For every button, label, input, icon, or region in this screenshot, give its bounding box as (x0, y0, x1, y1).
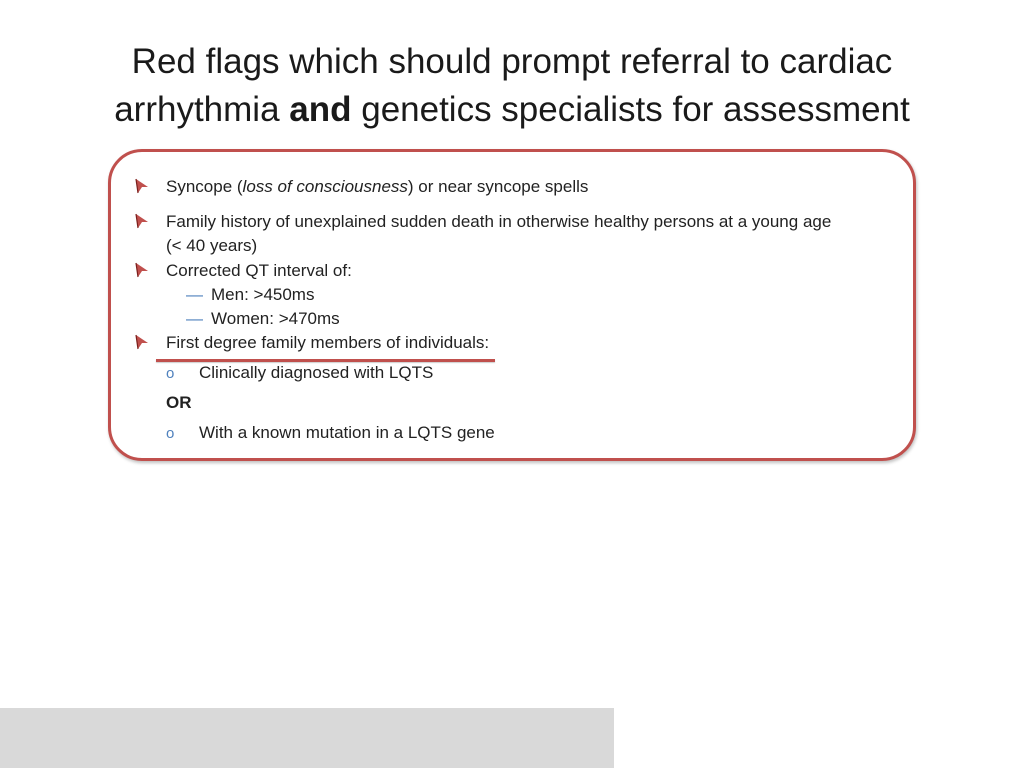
circle-bullet: o (166, 425, 175, 442)
red-flag-arrow-icon (135, 334, 149, 350)
mutation-text: With a known mutation in a LQTS gene (199, 423, 495, 442)
qt-men-text: Men: >450ms (211, 285, 315, 304)
red-flag-arrow-icon (135, 213, 149, 229)
red-flag-item-family-history-cont (166, 234, 257, 258)
dash-bullet: — (186, 309, 203, 328)
first-degree-subitem-mutation (166, 421, 495, 446)
red-flag-arrow-icon (135, 178, 149, 194)
syncope-italic: loss of consciousness (242, 177, 408, 196)
or-connector: OR (166, 393, 192, 412)
title-line-2-pre: arrhythmia (114, 90, 290, 129)
red-flag-item-family-history (166, 210, 831, 234)
red-flags-panel (108, 149, 916, 461)
diagnosed-text: Clinically diagnosed with LQTS (199, 363, 434, 382)
title-line-2-post: genetics specialists for assessment (351, 90, 910, 129)
family-history-line-2: (< 40 years) (166, 236, 258, 255)
red-flag-item-qt-interval: Corrected QT interval of: (166, 261, 352, 280)
syncope-post: ) or near syncope spells (407, 177, 589, 196)
dash-bullet: — (186, 285, 203, 304)
qt-subitem-men (186, 283, 314, 307)
footer-bar (0, 708, 614, 768)
circle-bullet: o (166, 365, 175, 382)
red-flag-item-syncope (166, 175, 588, 199)
first-degree-subitem-diagnosed (166, 361, 433, 386)
title-line-1: Red flags which should prompt referral to cardiac (131, 42, 893, 81)
title-line-2 (0, 86, 1024, 134)
qt-subitem-women (186, 307, 340, 331)
qt-women-text: Women: >470ms (211, 309, 340, 328)
red-flag-item-first-degree: First degree family members of individuals: (166, 333, 490, 352)
family-history-line-1: Family history of unexplained sudden death in otherwise healthy persons at a young age (166, 212, 832, 231)
title-line-2-bold: and (289, 90, 352, 129)
slide-title (0, 38, 1024, 134)
syncope-pre: Syncope ( (166, 177, 243, 196)
red-flag-arrow-icon (135, 262, 149, 278)
